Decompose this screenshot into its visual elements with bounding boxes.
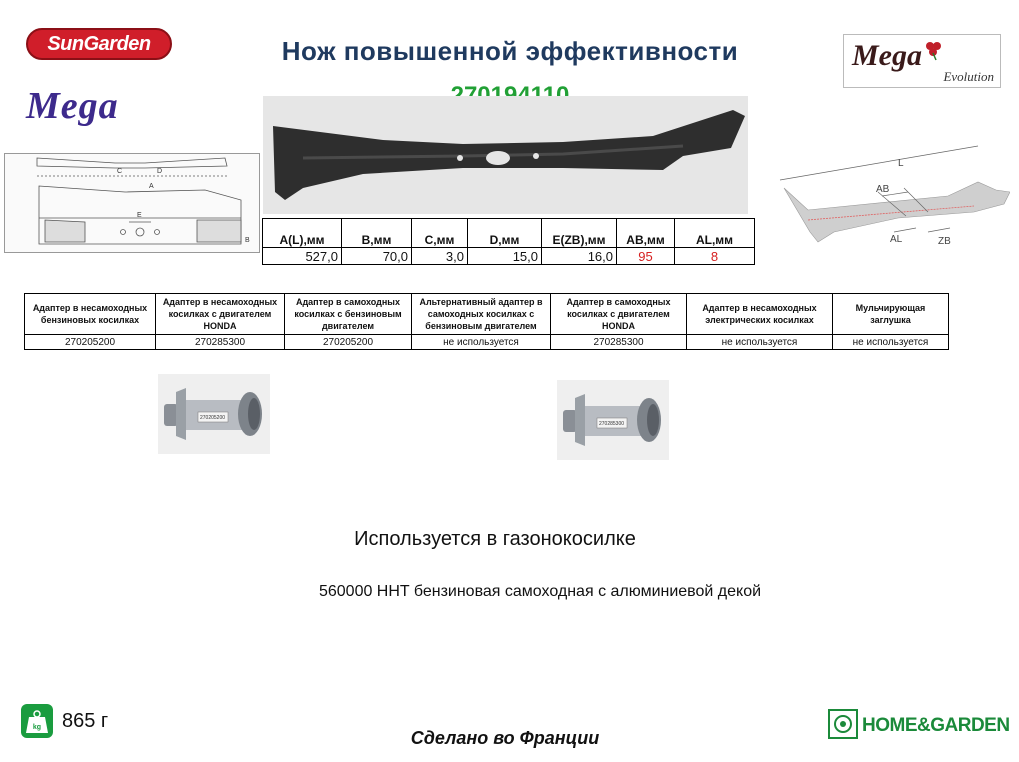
weight-icon-label: kg [32, 724, 42, 731]
spec-value-row [263, 248, 755, 265]
spec-value: 16,0 [542, 248, 617, 265]
adapter-photo-label: 270205200 [200, 415, 226, 421]
adapter-header: Адаптер в несамоходных бензиновых косилках [25, 294, 156, 335]
weight-icon [21, 704, 53, 738]
spec-header: A(L),мм [263, 219, 342, 248]
adapter-photo-label: 270285300 [599, 421, 625, 427]
spec-value: 3,0 [412, 248, 468, 265]
spec-header: AL,мм [675, 219, 755, 248]
adapter-header: Мульчирующая заглушка [833, 294, 949, 335]
drawing-label-d: D [157, 168, 163, 175]
blade-dimension-diagram [778, 132, 1010, 256]
spec-header: C,мм [412, 219, 468, 248]
used-in-heading: Используется в газонокосилке [354, 528, 636, 550]
diagram-label-zb: ZB [938, 236, 951, 247]
made-in-label: Сделано во Франции [410, 728, 600, 748]
drawing-label-b: B [245, 237, 250, 244]
adapter-value: не используется [833, 335, 949, 350]
adapter-header: Адаптер в самоходных косилках с двигателем HONDA [551, 294, 687, 335]
adapter-value: не используется [412, 335, 551, 350]
spec-header: D,мм [468, 219, 542, 248]
spec-value: 70,0 [342, 248, 412, 265]
spec-table [262, 218, 755, 265]
mega-logo-left [26, 84, 176, 138]
mega-evolution-tagline: Evolution [943, 69, 994, 84]
blade-technical-drawing [4, 153, 260, 253]
adapters-header-row [25, 294, 949, 335]
diagram-label-al: AL [890, 234, 903, 245]
spec-header: AB,мм [617, 219, 675, 248]
drawing-label-a: A [149, 183, 154, 190]
home-garden-logo [828, 709, 1016, 741]
adapter-value: не используется [687, 335, 833, 350]
spec-value: 8 [675, 248, 755, 265]
adapter-header: Адаптер в несамоходных электрических косилках [687, 294, 833, 335]
spec-value: 527,0 [263, 248, 342, 265]
adapters-value-row [25, 335, 949, 350]
adapter-header: Адаптер в самоходных косилках с бензиновым двигателем [285, 294, 412, 335]
drawing-label-e: E [137, 212, 142, 219]
adapter-value: 270205200 [25, 335, 156, 350]
page-title: Нож повышенной эффективности [281, 36, 739, 66]
sungarden-logo [26, 28, 172, 60]
spec-header: B,мм [342, 219, 412, 248]
mega-evolution-name: Mega [852, 39, 922, 72]
spec-header: E(ZB),мм [542, 219, 617, 248]
adapter-photo [158, 374, 270, 454]
home-garden-logo-text: HOME&GARDEN [862, 715, 1010, 736]
spec-value: 15,0 [468, 248, 542, 265]
mega-evolution-logo [843, 34, 1001, 88]
adapter-header: Адаптер в несамоходных косилках с двигателем HONDA [156, 294, 285, 335]
adapters-table [24, 293, 949, 350]
drawing-label-c: C [117, 168, 123, 175]
clover-icon [922, 39, 946, 61]
spec-header-row [263, 219, 755, 248]
weight-value: 865 г [62, 710, 109, 732]
adapter-photo [557, 380, 669, 460]
spec-value: 95 [617, 248, 675, 265]
blade-photo [263, 96, 748, 214]
sungarden-logo-text: SunGarden [47, 33, 151, 55]
compatible-model: 560000 HHT бензиновая самоходная с алюминиевой декой [318, 583, 762, 600]
diagram-label-ab: AB [876, 184, 890, 195]
adapter-value: 270205200 [285, 335, 412, 350]
adapter-value: 270285300 [156, 335, 285, 350]
mega-logo-left-text: Mega [26, 85, 119, 127]
adapter-header: Альтернативный адаптер в самоходных косилках с бензиновым двигателем [412, 294, 551, 335]
adapter-value: 270285300 [551, 335, 687, 350]
home-garden-emblem-icon [828, 709, 858, 739]
diagram-label-l: L [898, 158, 904, 169]
